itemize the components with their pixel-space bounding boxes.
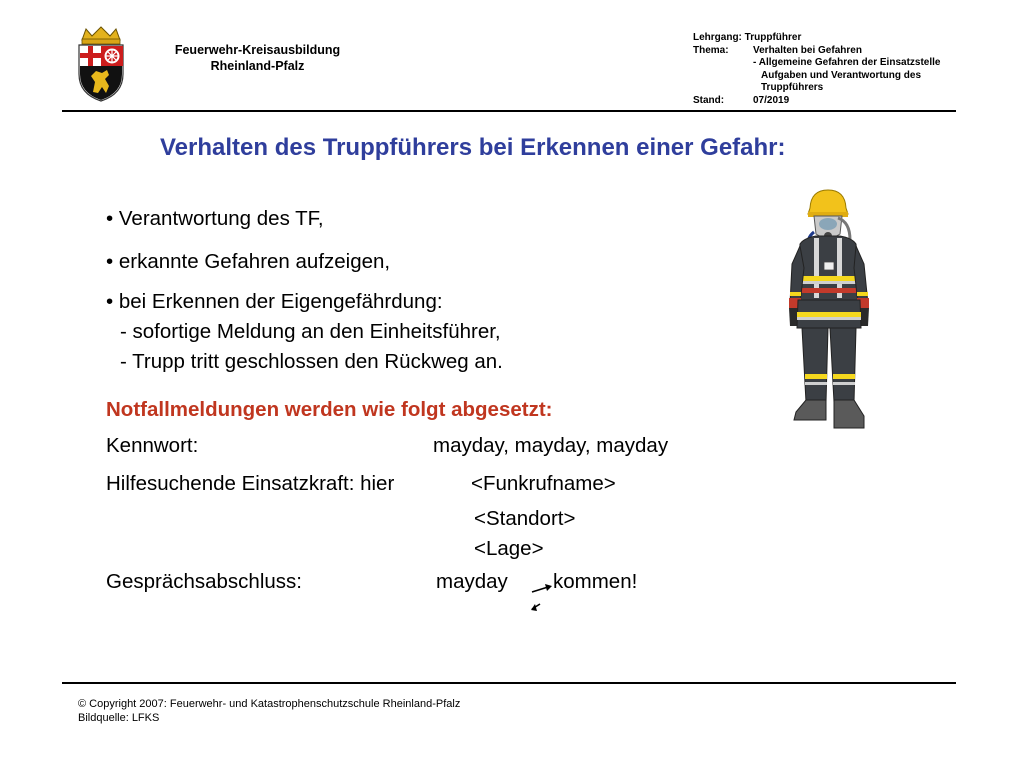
- thema-sub-3: Truppführers: [761, 82, 824, 93]
- firefighter-illustration-icon: [784, 188, 874, 434]
- coat-of-arms-icon: [76, 26, 126, 102]
- organization-name: [140, 42, 375, 74]
- thema-sub-1: - Allgemeine Gefahren der Einsatzstelle: [753, 57, 941, 68]
- stand-label: Stand:: [693, 94, 725, 106]
- thema-label: Thema:: [693, 44, 729, 56]
- bullet-verantwortung: • Verantwortung des TF,: [106, 207, 324, 230]
- org-line-1: Feuerwehr-Kreisausbildung: [174, 43, 341, 57]
- org-line-2: Rheinland-Pfalz: [210, 59, 305, 73]
- bullet-gefahren-aufzeigen: • erkannte Gefahren aufzeigen,: [106, 250, 391, 273]
- copyright-text: © Copyright 2007: Feuerwehr- und Katastrophenschutzschule Rheinland-Pfalz: [78, 698, 461, 710]
- abschluss-mayday: mayday: [436, 570, 508, 593]
- lehrgang-label: Lehrgang:: [693, 32, 742, 43]
- notfall-heading: Notfallmeldungen werden wie folgt abgesetzt:: [106, 398, 553, 421]
- lage: <Lage>: [474, 537, 544, 560]
- footer: [78, 697, 460, 725]
- abschluss-label: Gesprächsabschluss:: [106, 570, 302, 593]
- standort: <Standort>: [474, 507, 576, 530]
- header-divider: [62, 110, 956, 112]
- abschluss-kommen: kommen!: [553, 570, 638, 593]
- stand-value: 07/2019: [753, 94, 790, 106]
- transition-arrows-icon: [528, 578, 556, 614]
- funkrufname: <Funkrufname>: [471, 472, 616, 495]
- bullet-eigengefaehrdung: • bei Erkennen der Eigengefährdung:: [106, 290, 443, 313]
- slide-title: Verhalten des Truppführers bei Erkennen einer Gefahr:: [160, 134, 786, 161]
- kennwort-label: Kennwort:: [106, 434, 199, 457]
- thema-sub-2: Aufgaben und Verantwortung des: [761, 69, 922, 81]
- hilfe-label: Hilfesuchende Einsatzkraft: hier: [106, 472, 395, 495]
- sub-bullet-rueckweg: - Trupp tritt geschlossen den Rückweg an.: [120, 350, 503, 373]
- course-meta: [693, 32, 940, 107]
- footer-divider: [62, 682, 956, 684]
- kennwort-value: mayday, mayday, mayday: [433, 434, 669, 457]
- lehrgang-value: Truppführer: [744, 32, 802, 43]
- sub-bullet-meldung: - sofortige Meldung an den Einheitsführer,: [120, 320, 501, 343]
- image-source-text: Bildquelle: LFKS: [78, 712, 160, 724]
- thema-value: Verhalten bei Gefahren: [753, 44, 862, 56]
